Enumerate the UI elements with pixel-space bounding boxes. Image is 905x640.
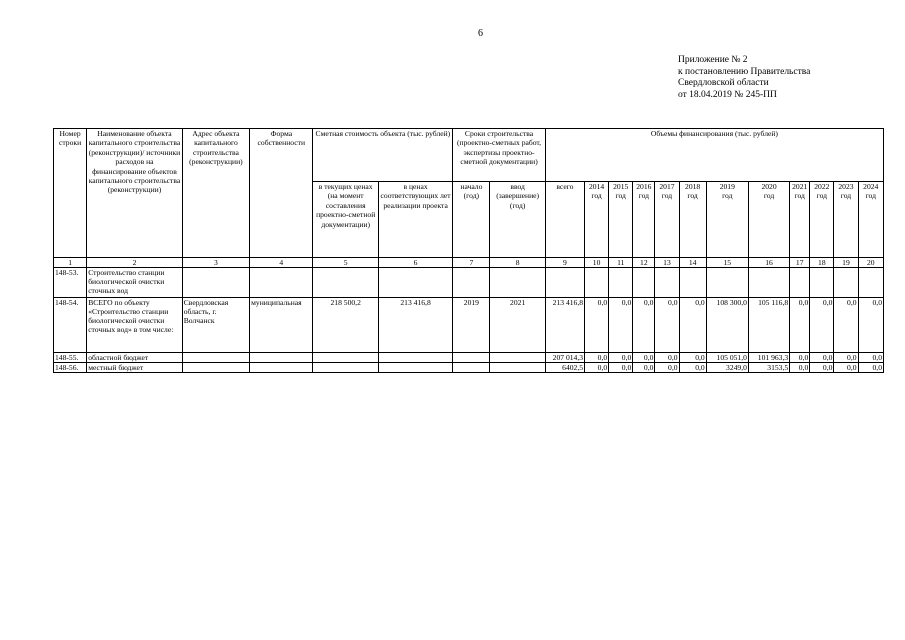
year-value-cell: 108 300,0	[706, 298, 748, 353]
row-number-cell: 148-53.	[54, 268, 87, 298]
column-number: 8	[490, 258, 545, 268]
table-row	[54, 298, 884, 353]
year-value-cell: 0,0	[633, 363, 655, 373]
year-value-cell: 0,0	[655, 363, 679, 373]
column-number: 19	[834, 258, 858, 268]
appendix-date: от 18.04.2019 № 245-ПП	[678, 89, 777, 100]
year-value-cell: 0,0	[790, 363, 810, 373]
year-value-cell: 0,0	[655, 353, 679, 363]
ownership-cell	[250, 353, 313, 363]
year-value-cell: 101 963,3	[748, 353, 789, 363]
estimate-current-cell	[313, 363, 378, 373]
end-year-cell	[490, 353, 545, 363]
year-value-cell: 0,0	[609, 298, 633, 353]
header-year-2022: 2022 год	[810, 182, 834, 258]
year-value-cell: 0,0	[834, 363, 858, 373]
appendix-region: Свердловской области	[678, 78, 769, 88]
header-year-2017: 2017 год	[655, 182, 679, 258]
header-year-2021: 2021 год	[790, 182, 810, 258]
end-year-cell: 2021	[490, 298, 545, 353]
object-name-cell: местный бюджет	[87, 363, 183, 373]
header-ownership: Форма собственности	[250, 129, 313, 258]
year-value-cell: 0,0	[858, 353, 883, 363]
object-name-cell: Строительство станции биологической очистки сточных вод	[87, 268, 183, 298]
object-name-cell: ВСЕГО по объекту «Строительство станции биологической очистки сточных вод» в том числе:	[87, 298, 183, 353]
year-value-cell	[858, 268, 883, 298]
year-value-cell	[679, 268, 706, 298]
total-cell: 207 014,3	[545, 353, 584, 363]
ownership-cell: муниципальная	[250, 298, 313, 353]
header-year-2018: 2018 год	[679, 182, 706, 258]
year-value-cell: 0,0	[585, 353, 609, 363]
year-value-cell	[633, 268, 655, 298]
appendix-block	[678, 55, 810, 101]
table-row	[54, 363, 884, 373]
header-estimate-realization: в ценах соответствующих лет реализации проекта	[378, 182, 452, 258]
year-value-cell: 0,0	[834, 353, 858, 363]
estimate-current-cell	[313, 268, 378, 298]
address-cell	[182, 353, 249, 363]
estimate-realization-cell	[378, 353, 452, 363]
header-object-name: Наименование объекта капитального строительства (реконструкции)/ источники расходов на финансирование объектов капитального строительства (реконструкции)	[87, 129, 183, 258]
header-terms-end: ввод (завершение) (год)	[490, 182, 545, 258]
column-number: 2	[87, 258, 183, 268]
total-cell: 6402,5	[545, 363, 584, 373]
row-number-cell: 148-54.	[54, 298, 87, 353]
year-value-cell	[834, 268, 858, 298]
column-number: 18	[810, 258, 834, 268]
column-number: 11	[609, 258, 633, 268]
year-value-cell: 3153,5	[748, 363, 789, 373]
header-year-2024: 2024 год	[858, 182, 883, 258]
year-value-cell	[609, 268, 633, 298]
total-cell	[545, 268, 584, 298]
start-year-cell: 2019	[453, 298, 490, 353]
estimate-current-cell: 218 500,2	[313, 298, 378, 353]
object-name-cell: областной бюджет	[87, 353, 183, 363]
header-year-2015: 2015 год	[609, 182, 633, 258]
estimate-current-cell	[313, 353, 378, 363]
ownership-cell	[250, 363, 313, 373]
year-value-cell	[706, 268, 748, 298]
header-year-2020: 2020 год	[748, 182, 789, 258]
ownership-cell	[250, 268, 313, 298]
year-value-cell: 0,0	[655, 298, 679, 353]
year-value-cell: 0,0	[679, 353, 706, 363]
header-terms-start: начало (год)	[453, 182, 490, 258]
year-value-cell: 0,0	[810, 298, 834, 353]
row-number-cell: 148-56.	[54, 363, 87, 373]
year-value-cell: 0,0	[633, 298, 655, 353]
column-number: 20	[858, 258, 883, 268]
year-value-cell: 0,0	[585, 363, 609, 373]
column-number: 15	[706, 258, 748, 268]
year-value-cell: 0,0	[609, 363, 633, 373]
page-number: 6	[478, 28, 483, 39]
year-value-cell	[585, 268, 609, 298]
start-year-cell	[453, 363, 490, 373]
column-number: 17	[790, 258, 810, 268]
year-value-cell: 0,0	[790, 298, 810, 353]
row-number-cell: 148-55.	[54, 353, 87, 363]
year-value-cell: 0,0	[858, 298, 883, 353]
year-value-cell: 0,0	[679, 298, 706, 353]
end-year-cell	[490, 363, 545, 373]
address-cell: Свердловская область, г. Волчанск	[182, 298, 249, 353]
estimate-realization-cell	[378, 268, 452, 298]
year-value-cell	[810, 268, 834, 298]
year-value-cell: 0,0	[810, 353, 834, 363]
column-number: 12	[633, 258, 655, 268]
column-number: 13	[655, 258, 679, 268]
column-number: 7	[453, 258, 490, 268]
year-value-cell: 0,0	[790, 353, 810, 363]
header-row-no: Номер строки	[54, 129, 87, 258]
year-value-cell: 0,0	[585, 298, 609, 353]
column-number: 10	[585, 258, 609, 268]
year-value-cell: 0,0	[858, 363, 883, 373]
year-value-cell: 0,0	[834, 298, 858, 353]
appendix-title: Приложение № 2	[678, 55, 748, 65]
column-numbers-row	[54, 258, 884, 268]
year-value-cell: 0,0	[810, 363, 834, 373]
header-year-2016: 2016 год	[633, 182, 655, 258]
end-year-cell	[490, 268, 545, 298]
year-value-cell	[748, 268, 789, 298]
start-year-cell	[453, 268, 490, 298]
estimate-realization-cell: 213 416,8	[378, 298, 452, 353]
year-value-cell: 0,0	[609, 353, 633, 363]
financing-table	[53, 128, 884, 373]
header-estimate-current: в текущих ценах (на момент составления проектно-сметной документации)	[313, 182, 378, 258]
header-total: всего	[545, 182, 584, 258]
year-value-cell: 0,0	[679, 363, 706, 373]
header-year-2014: 2014 год	[585, 182, 609, 258]
header-terms: Сроки строительства (проектно-сметных работ, экспертизы проектно-сметной документации)	[453, 129, 546, 182]
column-number: 6	[378, 258, 452, 268]
header-address: Адрес объекта капитального строительства (реконструкции)	[182, 129, 249, 258]
header-year-2019: 2019 год	[706, 182, 748, 258]
column-number: 9	[545, 258, 584, 268]
column-number: 5	[313, 258, 378, 268]
column-number: 1	[54, 258, 87, 268]
year-value-cell: 105 051,0	[706, 353, 748, 363]
header-year-2023: 2023 год	[834, 182, 858, 258]
year-value-cell: 105 116,8	[748, 298, 789, 353]
address-cell	[182, 363, 249, 373]
column-number: 4	[250, 258, 313, 268]
column-number: 3	[182, 258, 249, 268]
year-value-cell	[655, 268, 679, 298]
estimate-realization-cell	[378, 363, 452, 373]
column-number: 16	[748, 258, 789, 268]
appendix-decree: к постановлению Правительства	[678, 66, 811, 77]
table-row	[54, 268, 884, 298]
table-row	[54, 353, 884, 363]
column-number: 14	[679, 258, 706, 268]
header-financing: Объемы финансирования (тыс. рублей)	[545, 129, 883, 182]
year-value-cell: 0,0	[633, 353, 655, 363]
address-cell	[182, 268, 249, 298]
start-year-cell	[453, 353, 490, 363]
header-estimate: Сметная стоимость объекта (тыс. рублей)	[313, 129, 453, 182]
total-cell: 213 416,8	[545, 298, 584, 353]
year-value-cell: 3249,0	[706, 363, 748, 373]
year-value-cell	[790, 268, 810, 298]
